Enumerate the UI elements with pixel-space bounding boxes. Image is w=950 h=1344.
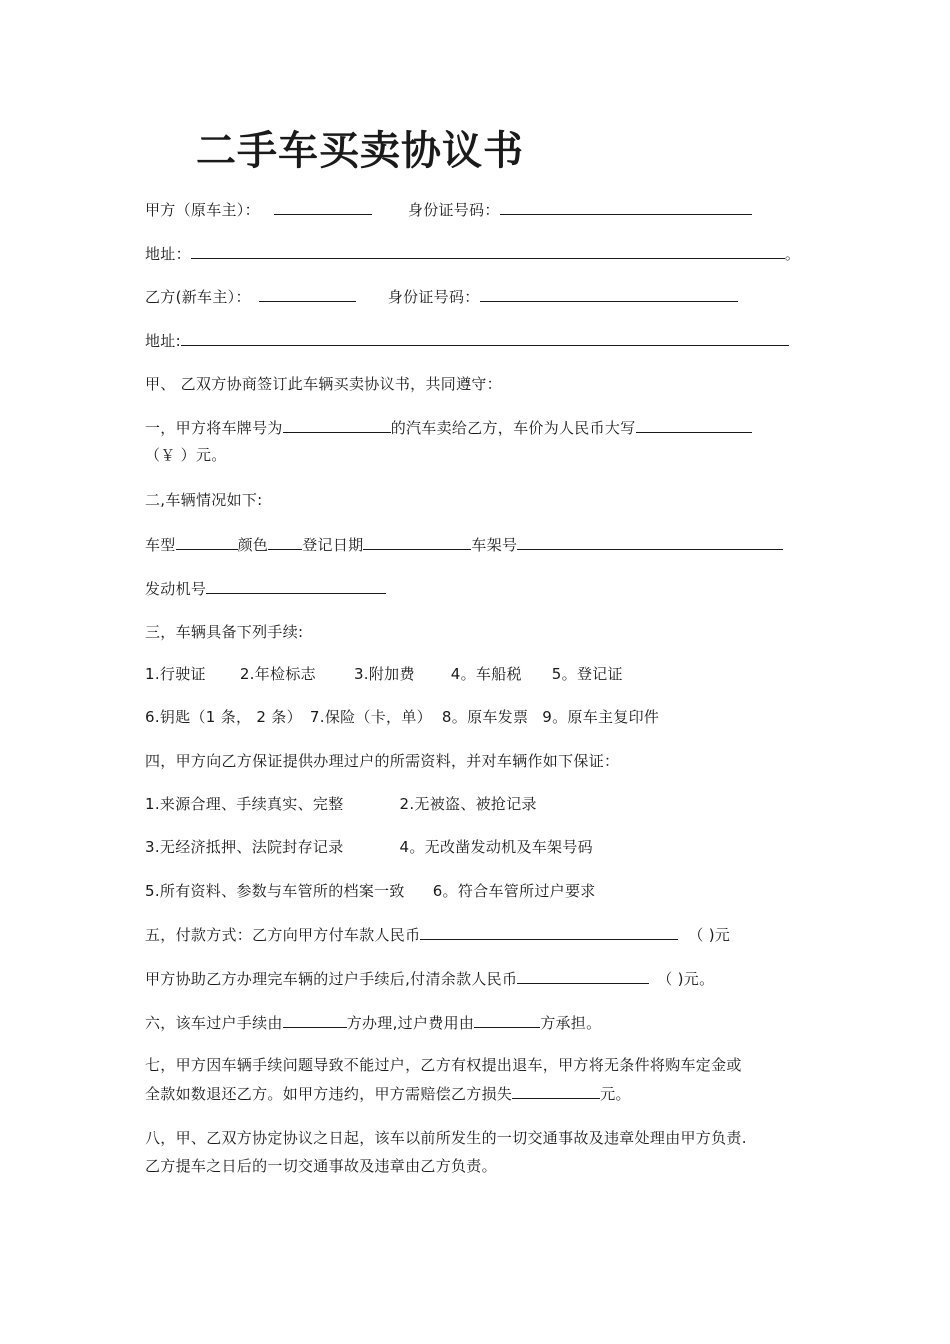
payment-amount-blank[interactable] <box>420 922 678 940</box>
fee-party-blank[interactable] <box>474 1010 540 1028</box>
party-a-id-blank[interactable] <box>500 197 752 215</box>
price-words-blank[interactable] <box>636 415 752 433</box>
documents-row-1 <box>145 662 623 686</box>
engine-line <box>145 576 386 601</box>
document-title: 二手车买卖协议书 <box>196 128 524 174</box>
guarantee-item: 2.无被盗、被抢记录 <box>399 795 537 813</box>
documents-row-2 <box>145 705 659 729</box>
party-a-line <box>145 197 752 222</box>
doc-item: 2.年检标志 <box>239 665 316 683</box>
color-blank[interactable] <box>268 532 302 550</box>
clause4-heading: 四，甲方向乙方保证提供办理过户的所需资料，并对车辆作如下保证： <box>145 752 620 770</box>
clause6-text-b: 方办理,过户费用由 <box>346 1014 475 1032</box>
payment-line-2 <box>145 966 714 991</box>
party-b-line <box>145 284 738 309</box>
party-b-id-label: 身份证号码： <box>387 288 480 306</box>
vehicle-info-line <box>145 532 783 557</box>
model-label: 车型 <box>145 536 176 554</box>
party-a-address-end: 。 <box>784 245 801 263</box>
clause2-heading: 二,车辆情况如下: <box>145 491 263 509</box>
payment-unit-a: （ )元 <box>688 926 731 944</box>
plate-number-blank[interactable] <box>283 415 391 433</box>
clause1-line2: （￥ ）元。 <box>145 446 227 464</box>
guarantee-item: 3.无经济抵押、法院封存记录 <box>145 838 344 856</box>
frame-label: 车架号 <box>471 536 518 554</box>
guarantee-row-1 <box>145 792 537 816</box>
doc-item: 6.钥匙（1 条， 2 条） <box>145 708 302 726</box>
payment-line-1 <box>145 922 730 947</box>
clause7-line2 <box>145 1081 631 1106</box>
reg-date-blank[interactable] <box>363 532 471 550</box>
clause6-line <box>145 1010 601 1035</box>
intro-text: 甲、 乙双方协商签订此车辆买卖协议书，共同遵守： <box>145 375 502 393</box>
party-b-name-blank[interactable] <box>259 284 356 302</box>
clause8-line2: 乙方提车之日后的一切交通事故及违章由乙方负责。 <box>145 1157 497 1175</box>
penalty-blank[interactable] <box>512 1081 600 1099</box>
doc-item: 5。登记证 <box>551 665 623 683</box>
party-a-id-label: 身份证号码： <box>407 201 500 219</box>
party-a-address-line <box>145 241 800 266</box>
clause1-text-a: 一，甲方将车牌号为 <box>145 419 283 437</box>
clause1-text-b: 的汽车卖给乙方，车价为人民币大写 <box>390 419 636 437</box>
clause3-heading: 三，车辆具备下列手续: <box>145 623 304 641</box>
party-b-id-blank[interactable] <box>480 284 738 302</box>
transfer-party-blank[interactable] <box>283 1010 347 1028</box>
frame-blank[interactable] <box>517 532 783 550</box>
clause8-line1: 八，甲、乙双方协定协议之日起，该车以前所发生的一切交通事故及违章处理由甲方负责. <box>145 1129 747 1147</box>
guarantee-item: 6。符合车管所过户要求 <box>432 882 596 900</box>
guarantee-row-2 <box>145 835 593 859</box>
clause7-text-b: 元。 <box>600 1085 631 1103</box>
engine-label: 发动机号 <box>145 580 207 598</box>
reg-date-label: 登记日期 <box>302 536 364 554</box>
model-blank[interactable] <box>176 532 238 550</box>
guarantee-row-3 <box>145 879 596 903</box>
doc-item: 3.附加费 <box>353 665 415 683</box>
clause7-text-a: 全款如数退还乙方。如甲方违约，甲方需赔偿乙方损失 <box>145 1085 513 1103</box>
clause6-text-c: 方承担。 <box>540 1014 602 1032</box>
party-a-address-label: 地址： <box>145 245 191 263</box>
party-a-name-blank[interactable] <box>274 197 372 215</box>
doc-item: 7.保险（卡，单） <box>309 708 432 726</box>
clause6-text-a: 六，该车过户手续由 <box>145 1014 283 1032</box>
balance-amount-blank[interactable] <box>517 966 649 984</box>
party-b-address-blank[interactable] <box>181 328 789 346</box>
color-label: 颜色 <box>237 536 269 554</box>
party-b-address-label: 地址: <box>145 332 181 350</box>
doc-item: 9。原车主复印件 <box>542 708 660 726</box>
payment-unit-b: （ )元。 <box>657 970 715 988</box>
payment-text-a: 五，付款方式：乙方向甲方付车款人民币 <box>145 926 421 944</box>
party-b-address-line <box>145 328 789 353</box>
doc-item: 8。原车发票 <box>441 708 529 726</box>
doc-item: 4。车船税 <box>450 665 522 683</box>
clause1-line1 <box>145 415 752 440</box>
payment-text-b: 甲方协助乙方办理完车辆的过户手续后,付清余款人民币 <box>145 970 518 988</box>
party-b-label: 乙方(新车主）： <box>145 288 251 306</box>
clause7-line1: 七，甲方因车辆手续问题导致不能过户，乙方有权提出退车，甲方将无条件将购车定金或 <box>145 1056 742 1074</box>
party-a-label: 甲方（原车主）： <box>145 201 260 219</box>
party-a-address-blank[interactable] <box>191 241 785 259</box>
engine-blank[interactable] <box>206 576 386 594</box>
guarantee-item: 4。无改凿发动机及车架号码 <box>399 838 593 856</box>
doc-item: 1.行驶证 <box>145 665 206 683</box>
guarantee-item: 1.来源合理、手续真实、完整 <box>145 795 344 813</box>
guarantee-item: 5.所有资料、参数与车管所的档案一致 <box>145 882 405 900</box>
